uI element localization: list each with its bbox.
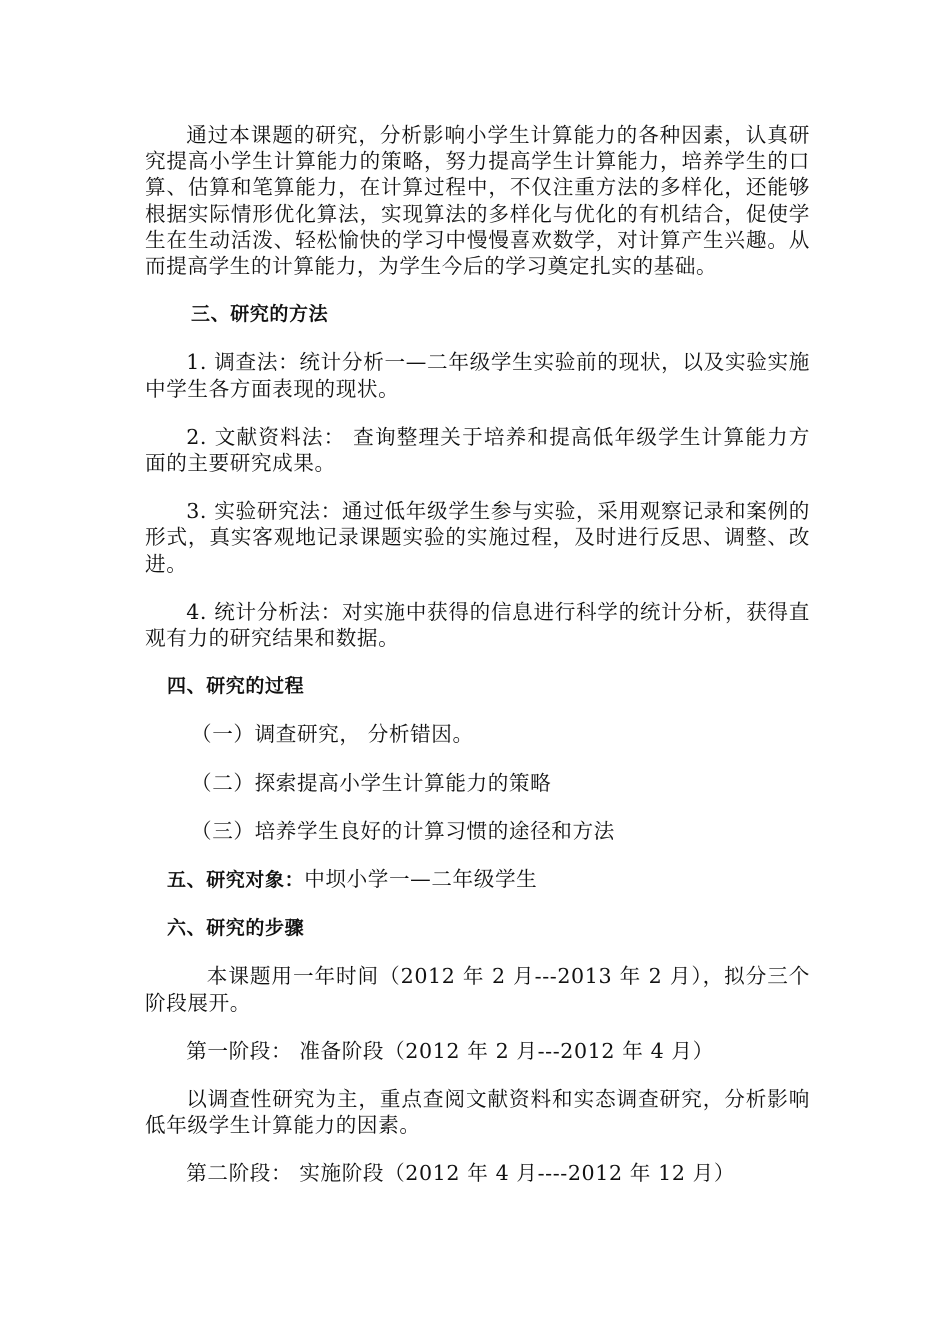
steps-intro: 本课题用一年时间（2012 年 2 月---2013 年 2 月），拟分三个阶段展开。 xyxy=(145,964,810,1015)
stage1-title: 第一阶段： 准备阶段（2012 年 2 月---2012 年 4 月） xyxy=(186,1038,714,1063)
method-item-1: 1. 调查法：统计分析一—二年级学生实验前的现状，以及实验实施中学生各方面表现的现状。 xyxy=(145,350,810,401)
intro-paragraph: 通过本课题的研究，分析影响小学生计算能力的各种因素，认真研究提高小学生计算能力的策略，努力提高学生计算能力，培养学生的口算、估算和笔算能力，在计算过程中，不仅注重方法的多样化，还能够根据实际情形优化算法，实现算法的多样化与优化的有机结合，促使学生在生动活泼、轻松愉快的学习中慢慢喜欢数学，对计算产生兴趣。从而提高学生的计算能力，为学生今后的学习奠定扎实的基础。 xyxy=(145,123,810,279)
process-item-3: （三）培养学生良好的计算习惯的途径和方法 xyxy=(191,818,615,843)
section4-heading: 四、研究的过程 xyxy=(167,675,305,698)
stage1-text: 以调查性研究为主，重点查阅文献资料和实态调查研究，分析影响低年级学生计算能力的因素。 xyxy=(145,1087,810,1138)
section6-heading: 六、研究的步骤 xyxy=(167,917,305,940)
method-item-4: 4. 统计分析法：对实施中获得的信息进行科学的统计分析，获得直观有力的研究结果和数据。 xyxy=(145,599,810,651)
stage2-title: 第二阶段： 实施阶段（2012 年 4 月----2012 年 12 月） xyxy=(186,1161,736,1186)
process-item-1: （一）调查研究， 分析错因。 xyxy=(191,722,474,747)
section5-heading: 五、研究对象： xyxy=(167,869,305,892)
process-item-2: （二）探索提高小学生计算能力的策略 xyxy=(191,770,552,795)
section5-text: 中坝小学一—二年级学生 xyxy=(304,867,538,892)
method-item-3: 3. 实验研究法：通过低年级学生参与实验，采用观察记录和案例的形式，真实客观地记录课题实验的实施过程，及时进行反思、调整、改进。 xyxy=(145,499,810,576)
section5-line xyxy=(145,866,810,893)
method-item-2: 2. 文献资料法： 查询整理关于培养和提高低年级学生计算能力方面的主要研究成果。 xyxy=(145,424,810,476)
section3-heading: 三、研究的方法 xyxy=(191,303,329,326)
document-page xyxy=(145,122,810,1187)
